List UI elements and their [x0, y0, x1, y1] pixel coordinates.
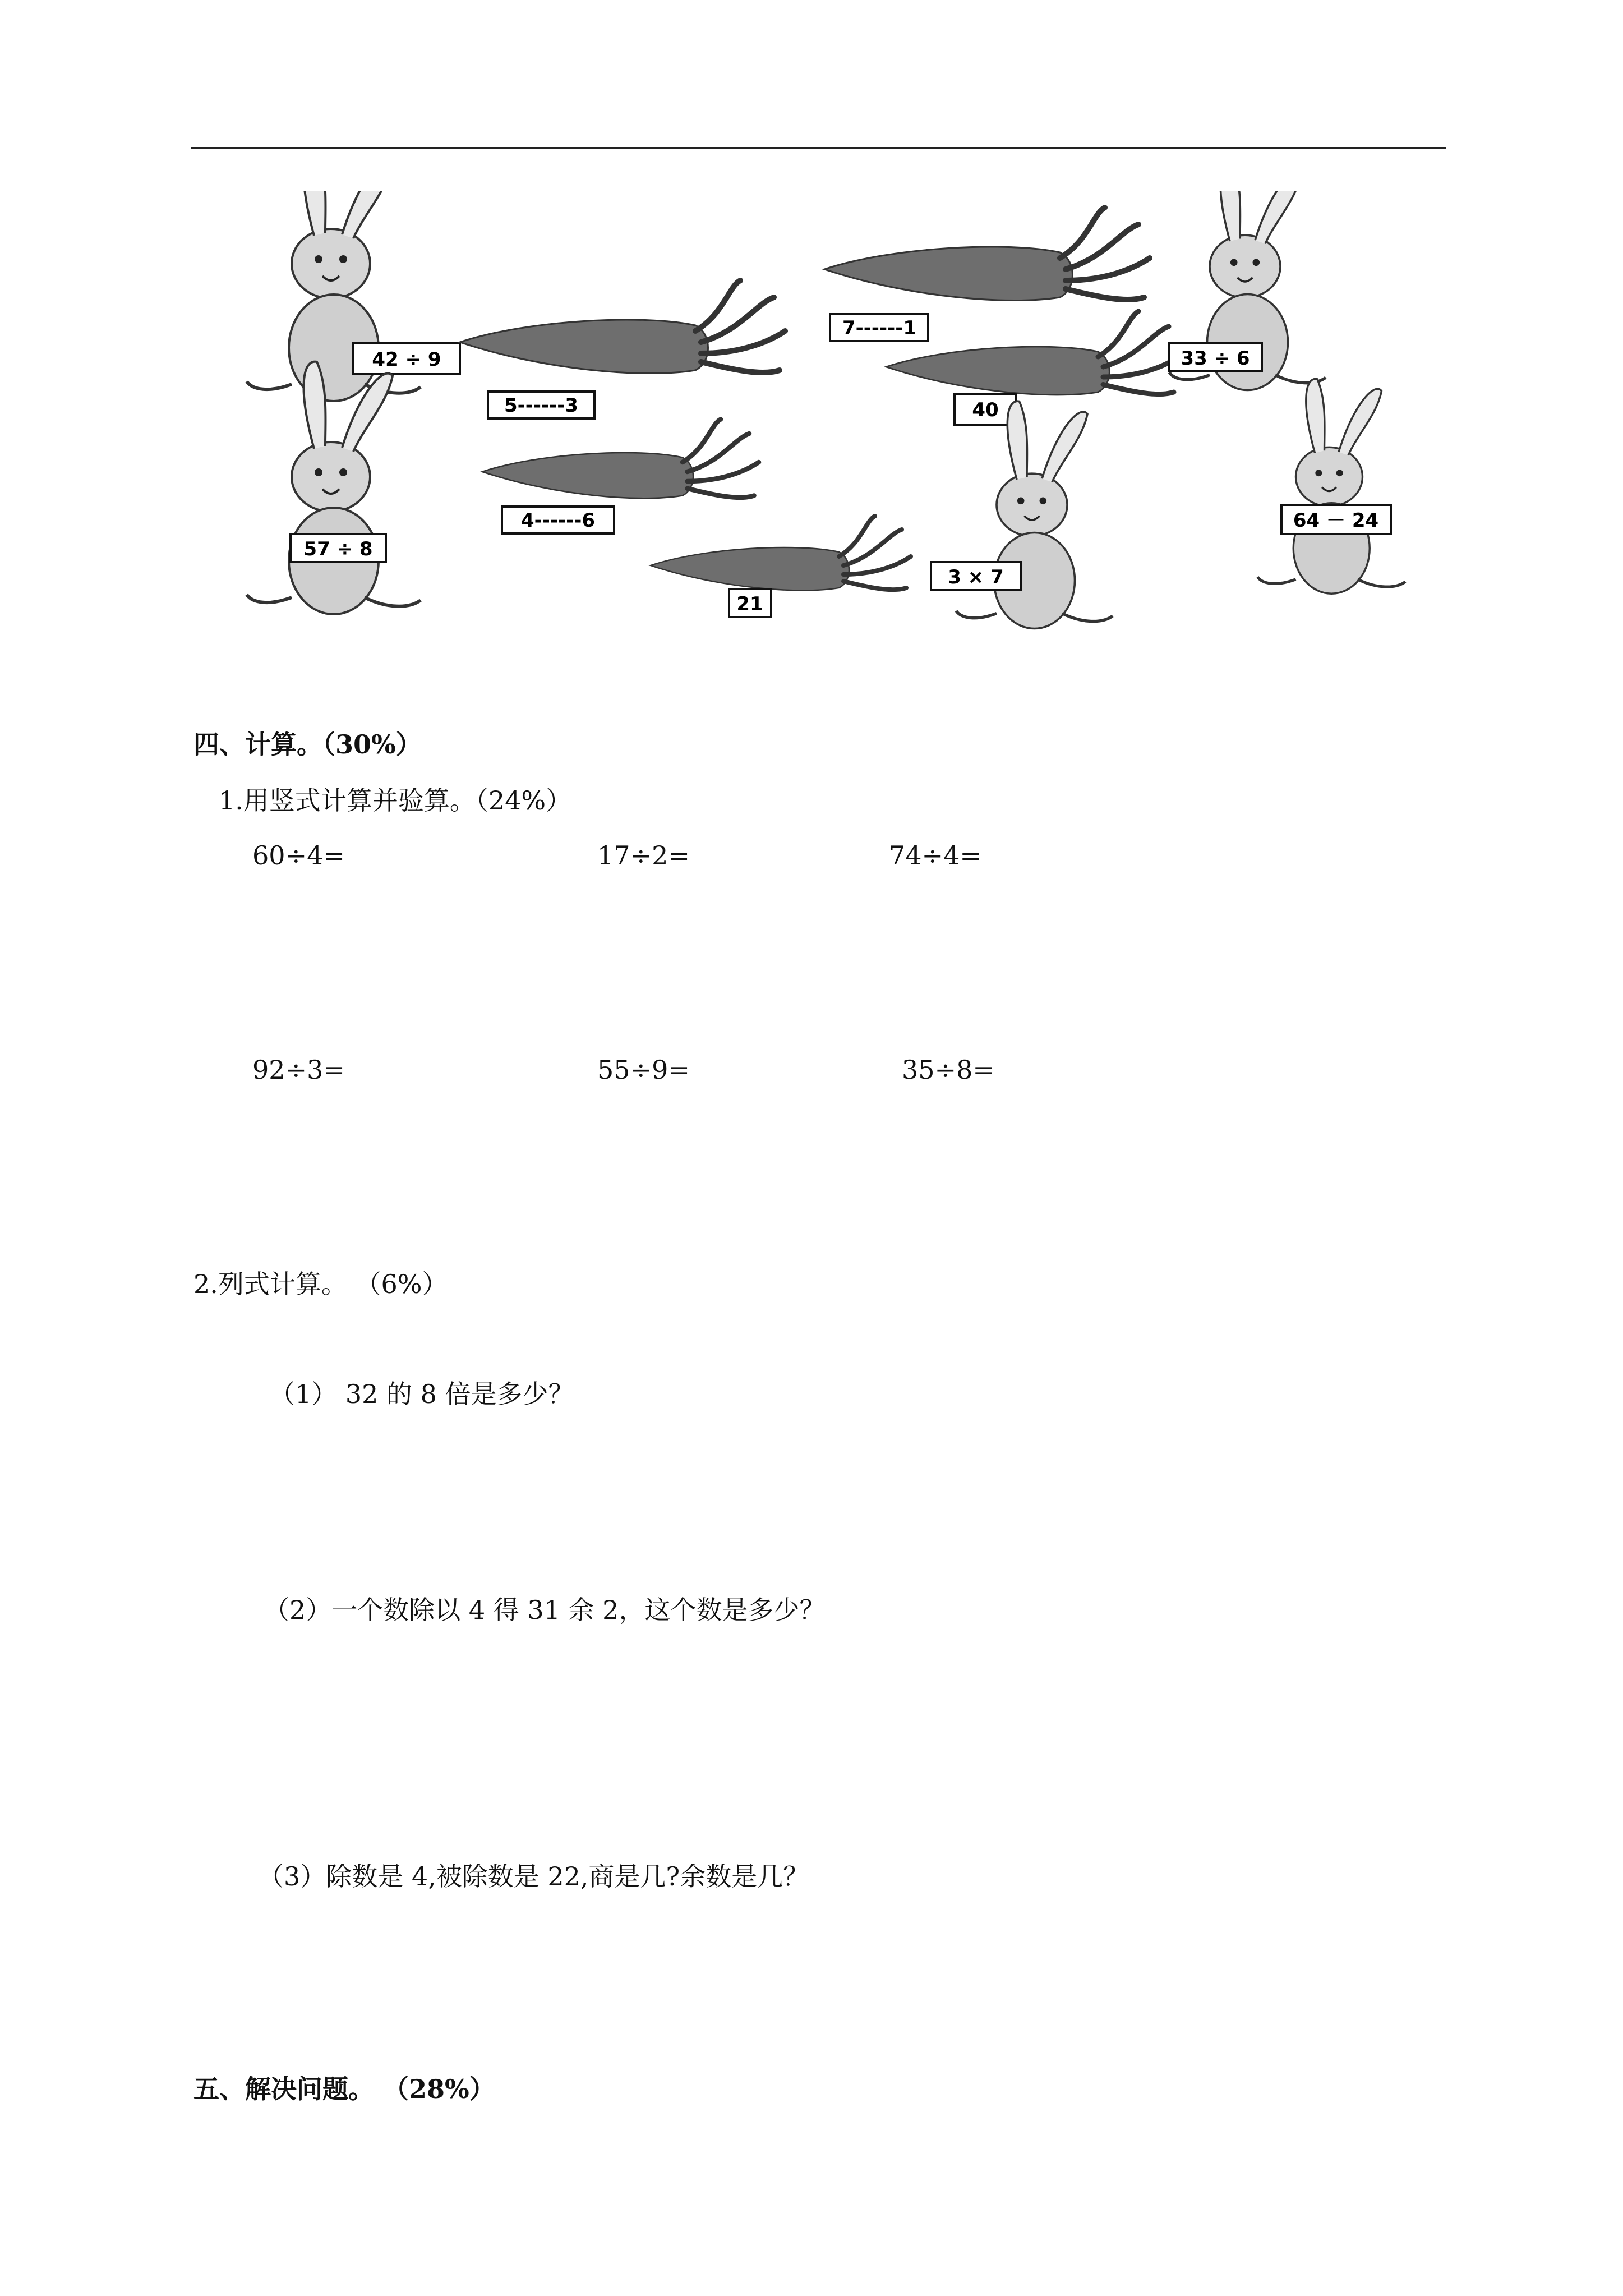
expression-text: 42 ÷ 9 — [372, 348, 441, 371]
answer-text: 4------6 — [521, 509, 595, 532]
expression-text: 57 ÷ 8 — [303, 538, 373, 560]
expression-card — [1281, 505, 1391, 534]
expression-text: 3 × 7 — [948, 566, 1004, 588]
expression-card — [353, 343, 460, 374]
carrot-image — [824, 208, 1150, 301]
word-problem: （2）一个数除以 4 得 31 余 2，这个数是多少？ — [264, 1595, 826, 1625]
expression-text: 64 － 24 — [1293, 509, 1379, 532]
carrot-image — [886, 311, 1179, 395]
section-heading: 四、计算。（30%） — [193, 729, 422, 760]
word-problem: （3）除数是 4,被除数是 22,商是几?余数是几？ — [258, 1861, 809, 1892]
expression-card — [291, 534, 386, 562]
answer-card — [729, 589, 771, 617]
question-title: 2.列式计算。 （6%） — [193, 1269, 448, 1299]
header-rule — [191, 147, 1446, 149]
division-problem: 17÷2= — [597, 840, 690, 871]
expression-card — [931, 562, 1021, 590]
section-heading: 五、解决问题。 （28%） — [193, 2074, 495, 2104]
word-problem: （1） 32 的 8 倍是多少？ — [269, 1379, 574, 1409]
answer-text: 21 — [736, 593, 763, 615]
question-title: 1.用竖式计算并验算。（24%） — [219, 785, 572, 816]
division-problem: 55÷9= — [597, 1055, 690, 1085]
answer-text: 7------1 — [842, 317, 916, 339]
rabbit-image — [956, 401, 1113, 628]
answer-text: 5------3 — [504, 394, 578, 417]
expression-text: 33 ÷ 6 — [1181, 347, 1250, 370]
answer-card — [488, 392, 594, 418]
carrot-image — [482, 420, 759, 499]
rabbit-image — [1258, 379, 1406, 593]
answer-card — [502, 507, 614, 533]
division-problem: 60÷4= — [252, 840, 345, 871]
carrot-image — [651, 516, 911, 590]
division-problem: 92÷3= — [252, 1055, 345, 1085]
rabbit-carrot-matching-illustration — [191, 191, 1481, 673]
division-problem: 35÷8= — [902, 1055, 994, 1085]
division-problem: 74÷4= — [889, 840, 981, 871]
answer-card — [830, 314, 928, 341]
answer-text: 40 — [972, 399, 999, 421]
carrot-image — [460, 280, 785, 374]
expression-card — [1169, 343, 1262, 371]
